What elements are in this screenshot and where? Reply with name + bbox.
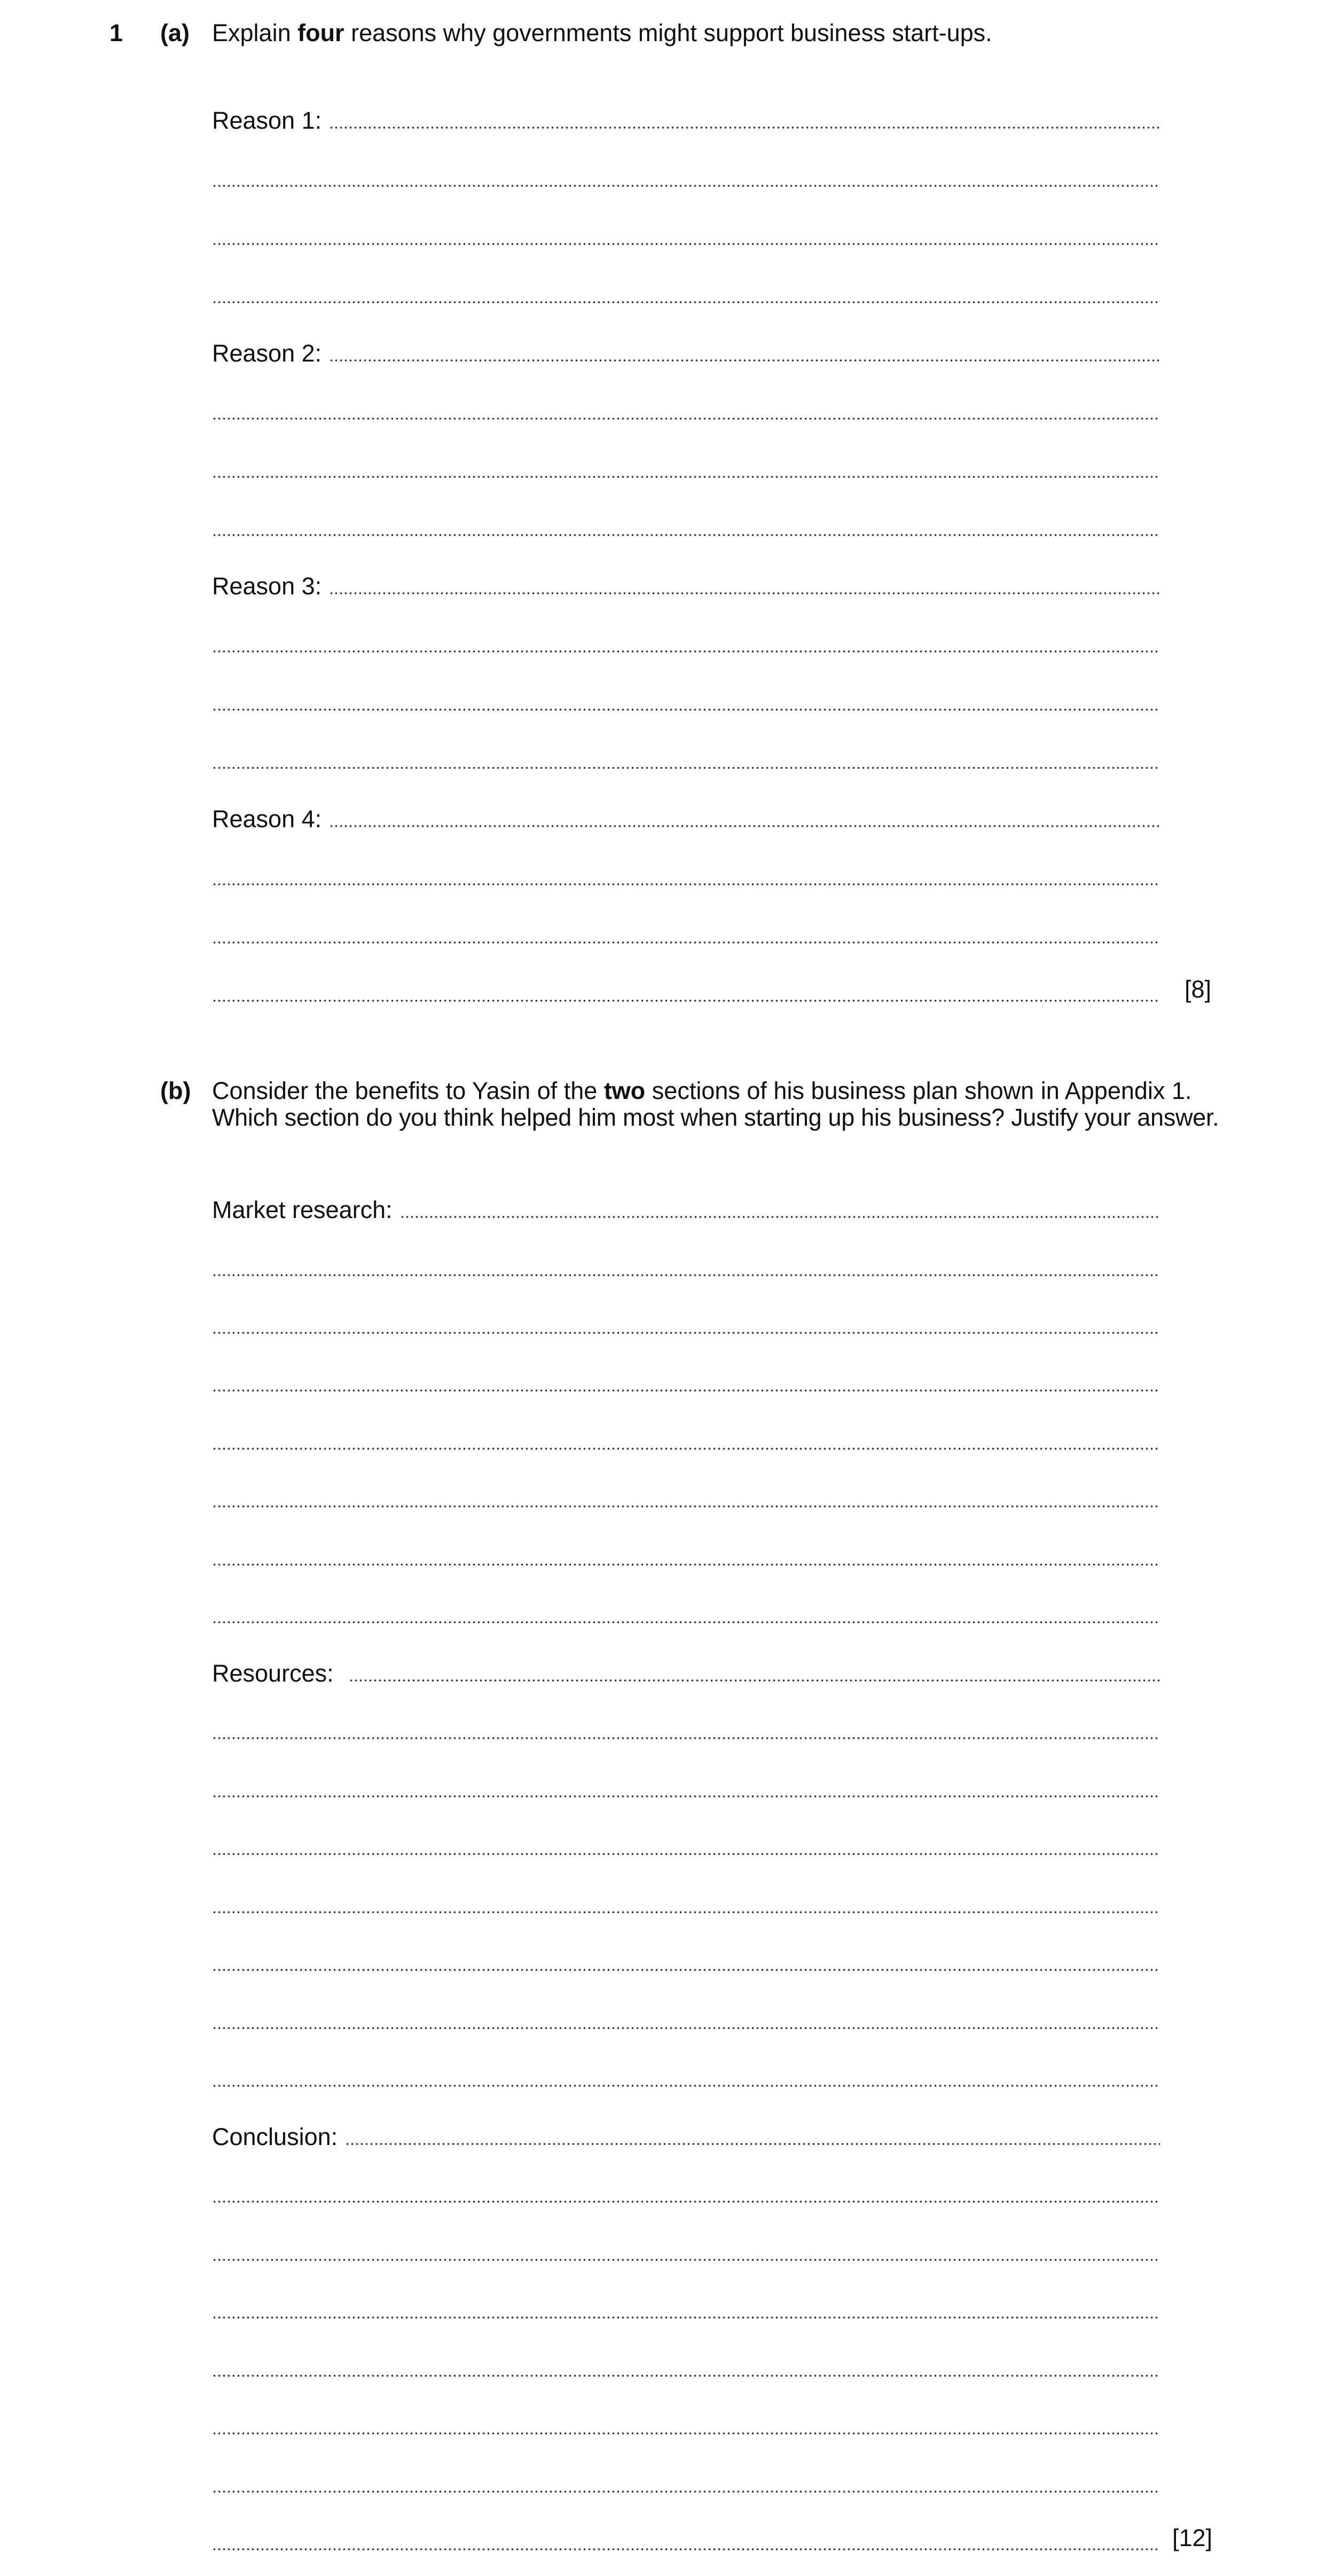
dotted-line: [329, 126, 1160, 129]
conclusion-label: Conclusion:: [212, 2123, 338, 2150]
dotted-line: [212, 650, 1160, 653]
answer-line[interactable]: [212, 1427, 1160, 1457]
dotted-line: [212, 2258, 1160, 2261]
dotted-line: [349, 1679, 1160, 1682]
answer-line[interactable]: [212, 921, 1160, 951]
answer-line[interactable]: [212, 2354, 1160, 2384]
answer-line-conclusion[interactable]: [212, 2122, 1160, 2152]
answer-line[interactable]: [212, 1716, 1160, 1746]
dotted-line: [212, 766, 1160, 769]
dotted-line: [212, 1621, 1160, 1624]
dotted-line: [212, 1389, 1160, 1392]
dotted-line: [212, 1968, 1160, 1972]
dotted-line: [212, 883, 1160, 886]
answer-line-reason-3[interactable]: [212, 571, 1160, 601]
dotted-line: [212, 1737, 1160, 1740]
answer-line[interactable]: [212, 746, 1160, 776]
answer-line[interactable]: [212, 2296, 1160, 2326]
answer-line[interactable]: [212, 513, 1160, 543]
answer-line[interactable]: [212, 1369, 1160, 1399]
answer-line[interactable]: [212, 164, 1160, 194]
answer-line[interactable]: [212, 1774, 1160, 1804]
dotted-line: [400, 1215, 1160, 1219]
answer-line-reason-2[interactable]: [212, 339, 1160, 368]
dotted-line: [345, 2142, 1160, 2146]
part-b-question-line-2: Which section do you think helped him most when starting up his business? Justify your answer.: [212, 1104, 1219, 1131]
answer-line[interactable]: [212, 1311, 1160, 1341]
dotted-line: [212, 1795, 1160, 1798]
market-research-label: Market research:: [212, 1196, 393, 1223]
answer-line[interactable]: [212, 2412, 1160, 2441]
part-b-question-line-1: Consider the benefits to Yasin of the two sections of his business plan shown in Appendix 1.: [212, 1077, 1192, 1104]
answer-line[interactable]: [212, 2238, 1160, 2268]
answer-line[interactable]: [212, 979, 1160, 1009]
dotted-line: [329, 359, 1160, 362]
dotted-line: [212, 301, 1160, 304]
dotted-line: [212, 1505, 1160, 1508]
reason-1-label: Reason 1:: [212, 107, 322, 134]
answer-line-reason-4[interactable]: [212, 804, 1160, 834]
dotted-line: [212, 1911, 1160, 1914]
answer-line-reason-1[interactable]: [212, 106, 1160, 136]
dotted-line: [212, 1274, 1160, 1277]
answer-line[interactable]: [212, 1485, 1160, 1514]
dotted-line: [212, 999, 1160, 1002]
part-b-label: (b): [160, 1077, 191, 1104]
answer-line[interactable]: [212, 1600, 1160, 1630]
answer-line[interactable]: [212, 2006, 1160, 2036]
question-number: 1: [109, 19, 123, 46]
answer-line[interactable]: [212, 862, 1160, 892]
answer-line[interactable]: [212, 2064, 1160, 2094]
dotted-line: [212, 242, 1160, 246]
dotted-line: [212, 533, 1160, 537]
answer-line[interactable]: [212, 1832, 1160, 1862]
answer-line[interactable]: [212, 688, 1160, 718]
reason-2-label: Reason 2:: [212, 340, 322, 367]
dotted-line: [212, 2374, 1160, 2377]
part-a-label: (a): [160, 19, 190, 46]
dotted-line: [212, 2316, 1160, 2319]
answer-line[interactable]: [212, 1253, 1160, 1283]
part-a-marks: [8]: [1185, 976, 1212, 1003]
dotted-line: [212, 708, 1160, 711]
answer-line[interactable]: [212, 630, 1160, 659]
answer-line[interactable]: [212, 222, 1160, 252]
dotted-line: [212, 941, 1160, 944]
dotted-line: [212, 2432, 1160, 2435]
answer-line[interactable]: [212, 280, 1160, 310]
dotted-line: [212, 1852, 1160, 1856]
answer-line[interactable]: [212, 1890, 1160, 1920]
part-b-marks: [12]: [1172, 2524, 1213, 2551]
reason-3-label: Reason 3:: [212, 572, 322, 600]
dotted-line: [212, 1563, 1160, 1566]
dotted-line: [212, 2548, 1160, 2551]
dotted-line: [212, 184, 1160, 187]
answer-line[interactable]: [212, 1543, 1160, 1573]
part-b-emphasis: two: [603, 1077, 646, 1104]
answer-line[interactable]: [212, 2180, 1160, 2210]
dotted-line: [212, 1331, 1160, 1334]
dotted-line: [212, 2084, 1160, 2087]
answer-line-market-research[interactable]: [212, 1195, 1160, 1225]
answer-line[interactable]: [212, 1948, 1160, 1978]
answer-line[interactable]: [212, 2470, 1160, 2500]
dotted-line: [329, 824, 1160, 828]
dotted-line: [212, 2490, 1160, 2493]
dotted-line: [212, 475, 1160, 478]
dotted-line: [212, 2027, 1160, 2030]
part-a-question: Explain four reasons why governments might support business start-ups.: [212, 19, 992, 46]
part-a-emphasis: four: [297, 19, 344, 46]
answer-line-resources[interactable]: [212, 1659, 1160, 1688]
answer-line[interactable]: [212, 2527, 1160, 2557]
reason-4-label: Reason 4:: [212, 805, 322, 833]
dotted-line: [329, 592, 1160, 595]
answer-line[interactable]: [212, 397, 1160, 427]
answer-line[interactable]: [212, 455, 1160, 485]
dotted-line: [212, 1447, 1160, 1450]
dotted-line: [212, 2200, 1160, 2203]
resources-label: Resources:: [212, 1660, 334, 1687]
dotted-line: [212, 417, 1160, 420]
